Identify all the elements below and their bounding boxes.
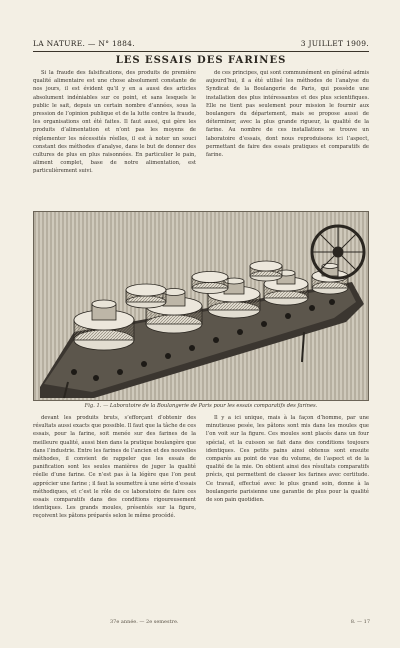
text-column-right-bottom bbox=[206, 414, 369, 616]
article-title: LES ESSAIS DES FARINES bbox=[115, 55, 287, 66]
page-signature: 8. — 17 bbox=[350, 619, 370, 625]
journal-name: LA NATURE. — N° 1884. bbox=[33, 39, 135, 48]
paragraph: devant les produits bruts, s’efforçant d’obtenir des résultats aussi exacts que possible. Il faut que la tâche de ces essais, pour la farine, soit menée sur des farines de la meilleure qualité, aussi bien dans la pratique boulangère que dans l’industrie. Entre les farines de l’ancien et des nouvelles méthodes, il convient de rappeler que les essais de panification sont les seules manières de juger la qualité réelle d’une farine. Ce n’est pas à la légère que l’on peut apprécier une farine ; il faut la soumettre à une série d’essais méthodiques, et c’est le rôle de ce laboratoire de faire ces essais comparatifs dans des conditions rigoureusement identiques. Les grands moules, présentés sur la figure, reçoivent les pâtons préparés selon le même procédé. bbox=[33, 415, 196, 520]
paragraph: de ces principes, qui sont communément en général admis aujourd’hui, il a été utilisé les méthodes de l’analyse du Syndicat de la Boulangerie de Paris, qui possède une installation des plus intéressantes et des plus scientifiques. Elle ne tient pas seulement pour mission le fournir aux boulangers du département, mais se propose aussi de déterminer, avec la plus grande rigueur, la qualité de la farine. Au nombre de ces installations se trouve un laboratoire d’essais, dont nous reproduisons ici l’aspect, permettant de faire des essais pratiques et comparatifs de farine. bbox=[206, 70, 369, 159]
issue-date: 3 JUILLET 1909. bbox=[300, 39, 369, 48]
header-rule bbox=[33, 51, 369, 52]
engraving-figure bbox=[33, 211, 369, 401]
page-header bbox=[33, 39, 369, 51]
engraving-illustration bbox=[34, 212, 368, 400]
text-column-left-bottom bbox=[33, 414, 196, 616]
volume-info: 37e année. — 2e semestre. bbox=[110, 619, 179, 625]
paragraph: Il y a ici unique, mais à la façon d’homme, par une minutieuse pesée, les pâtons sont mis dans les moules que l’on voit sur la figure. Ces moules sont placés dans un four spécial, et la cuisson se fait dans des conditions toujours identiques. Ces petits pains ainsi obtenus sont ensuite comparés au point de vue du volume, de l’aspect et de la qualité de la mie. On obtient ainsi des résultats comparatifs précis, qui permettent de classer les farines avec certitude. Ce travail, effectué avec le plus grand soin, donne à la boulangerie parisienne une garantie de plus pour la qualité de son pain quotidien. bbox=[206, 415, 369, 504]
text-column-right-top bbox=[206, 69, 369, 209]
paragraph: Si la fraude des falsifications, des produits de première qualité alimentaire est une chose absolument constante de nos jours, il est évident qu’il y en a aussi des articles absolument indéniables sur ce point, et sans lesquels le public le sait, depuis un certain nombre d’années, sous la pression de l’opinion publique et de la lutte contre la fraude, les organisations ont été faites. Il faut aussi, qui gère les produits d’alimentation et n’ont pas les moyens de réglementer les nécessités réelles, il est à noter un souci constant des méthodes d’analyse, dans le but de donner des cultures de plus en plus raisonnées. En particulier le pain, aliment complet, base de notre alimentation, est particulièrement suivi. bbox=[33, 70, 196, 175]
text-column-left-top bbox=[33, 69, 196, 209]
page-footer bbox=[110, 619, 370, 629]
figure-caption: Fig. 1. — Laboratoire de la Boulangerie de Paris pour les essais comparatifs des farines. bbox=[84, 403, 318, 409]
